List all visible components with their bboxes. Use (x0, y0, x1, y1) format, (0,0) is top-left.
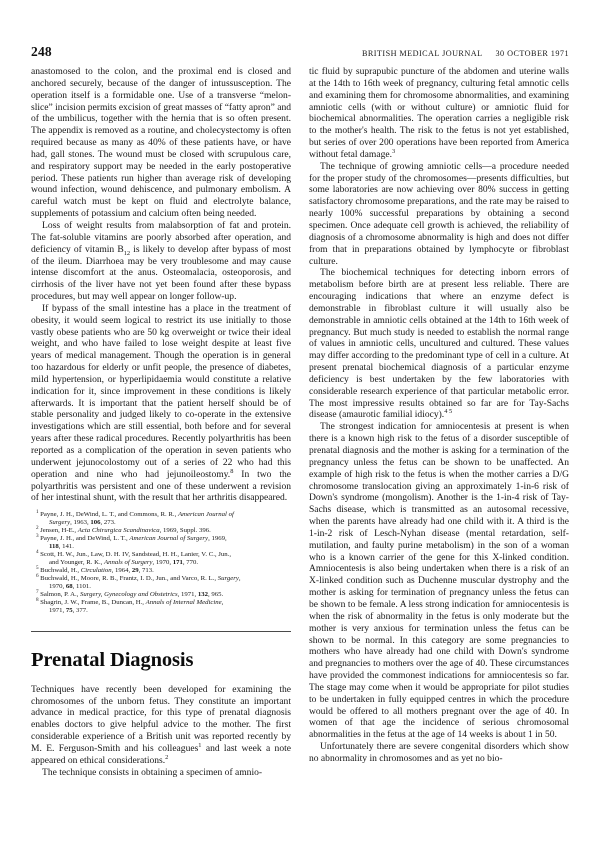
reference-item: $^4$ Scott, H. W., Jun., Law, D. H. IV, Sandstead, H. H., Lanier, V. C., Jun., and Younger, R. K., Annals of Surgery, 1970, 171, 770. (31, 551, 291, 567)
reference-item: $^1$ Payne, J. H., DeWind, L. T., and Commons, R. R., American Journal of Surgery, 1963, 106, 273. (31, 511, 291, 527)
reference-item: $^6$ Buchwald, H., Moore, R. B., Frantz, I. D., Jun., and Varco, R. L., Surgery, 1970, 68, 1101. (31, 575, 291, 591)
reference-journal: Surgery (49, 519, 71, 527)
footnote-marker: 1 (198, 741, 202, 749)
reference-continuation: Surgery, 1963, 106, 273. (49, 519, 116, 527)
reference-journal: Surgery (217, 575, 239, 583)
reference-number: 1 (36, 508, 39, 515)
reference-number: 7 (36, 588, 39, 595)
reference-journal: Annals of Internal Medicine (145, 599, 222, 607)
reference-journal: Annals of Surgery (104, 559, 153, 567)
reference-volume: 75 (65, 607, 73, 615)
reference-number: 6 (36, 572, 39, 579)
right-column (309, 66, 569, 828)
paragraph: The strongest indication for amniocentesis at present is when there is a known high risk to the fetus of a disorder susceptible of prenatal diagnosis and the mother is asking for a termination of the pregnancy unless the fetus can be shown to be unaffected. An example of high risk to the fetus is when the mother carries a D/G chromosome translocation giving an approximately 1-in-6 risk of Down's syndrome (mongolism). Another is the 1-in-4 risk of Tay-Sachs disease, which is transmitted as an autosomal recessive, when the parents have already had one child with it. A third is the 1-in-2 risk of Lesch-Nyhan disease (mental retardation, self-mutilation, and faulty purine metabolism) in the son of a woman who is a known carrier of the gene for this X-linked condition. Amniocentesis is also being undertaken when there is a risk of an X-linked condition such as Duchenne muscular dystrophy and the mother is asking for termination of pregnancy unless the fetus can be shown to be female. A less strong indication for amniocentesis is when the risk of abnormality in the fetus is only moderate but the mother is very anxious for termination unless the fetus can be shown to be normal. In this category are some pregnancies to mothers who have already had one child with Down's syndrome and pregnancies to mothers over the age of 40. These circumstances have provided the commonest indications for amniocentesis so far. The stage may come when it would be appropriate for pilot studies to be undertaken in fully equipped centres in which the procedure would be offered to all mothers pregnant over the age of 40. In women of that age the incidence of serious chromosomal abnormalities in the fetus at the age of 14 weeks is about 1 in 50. (309, 421, 569, 741)
reference-journal: American Journal of Surgery (129, 535, 209, 543)
paragraph: Loss of weight results from malabsorption of fat and protein. The fat-soluble vitamins are poorly absorbed after operation, and deficiency of vitamin $B_{12}$ is likely to develop after bypass of most of the ileum. Diarrhoea may be very troublesome and may cause intense discomfort at the anus. Osteomalacia, osteoporosis, and cirrhosis of the liver have not yet been found after these bypass procedures, but may well appear on longer follow-up. (31, 219, 292, 303)
reference-journal: Surgery, Gynecology and Obstetrics (80, 591, 178, 599)
reference-number: 8 (36, 596, 39, 603)
reference-item: $^8$ Shagrin, J. W., Frame, B., Duncan, H., Annals of Internal Medicine, 1971, 75, 377. (31, 599, 291, 615)
footnote-marker: 8 (230, 467, 234, 475)
journal-title: BRITISH MEDICAL JOURNAL (361, 49, 483, 58)
reference-continuation: 1971, 75, 377. (49, 607, 88, 615)
page-folio: 248 (31, 44, 52, 59)
reference-volume: 171 (172, 559, 183, 567)
reference-volume: 132 (197, 591, 209, 599)
two-column-body (31, 66, 569, 828)
running-head-right (362, 49, 569, 58)
section-divider (31, 631, 291, 632)
reference-number: 2 (36, 524, 39, 531)
footnote-marker: 3 (391, 147, 396, 155)
reference-list (31, 508, 291, 615)
reference-volume: 118 (49, 543, 59, 551)
reference-number: 4 (36, 548, 39, 555)
reference-number: 5 (36, 564, 39, 571)
reference-continuation: 1970, 68, 1101. (49, 583, 91, 591)
reference-continuation: 118, 141. (49, 543, 74, 551)
reference-journal: American Journal of (177, 511, 234, 519)
paragraph: Techniques have recently been developed for examining the chromosomes of the unborn fetus. They constitute an important advance in medical practice, for this type of prenatal diagnosis enables doctors to give helpful advice to the mother. The first considerable experience of a British unit was reported recently by M. E. Ferguson-Smith and his colleagues$^1$ and last week a note appeared on ethical considerations.$^2$ (31, 683, 291, 766)
left-column (31, 66, 291, 828)
footnote-marker: 2 (165, 753, 169, 761)
paragraph: Unfortunately there are severe congenital disorders which show no abnormality in chromosomes and as yet no bio- (309, 741, 569, 764)
paragraph: The technique of growing amniotic cells—a procedure needed for the proper study of the chromosomes—presents difficulties, but some laboratories are now achieving over 80% success in getting satisfactory chromosome preparations, and the rate may be raised to nearly 100% successful preparations by obtaining a second specimen. Once adequate cell growth is achieved, the reliability of diagnosis of a chromosome abnormality is high and does not differ from that in preparations obtained by lymphocyte or fibroblast culture. (309, 160, 569, 267)
paragraph: tic fluid by suprapubic puncture of the abdomen and uterine walls at the 14th to 16th week of pregnancy, culturing fetal amnotic cells and examining them for chromosome abnormalities, and examining amniotic cells (with or without culture) or amniotic fluid for biochemical abnormalities. The operation carries a negligible risk to the mother's health. The risk to the fetus is not yet established, but series of over 200 operations have been reported from America without fetal damage.$^3$ (309, 66, 569, 160)
reference-continuation: and Younger, R. K., Annals of Surgery, 1970, 171, 770. (49, 559, 199, 567)
paragraph: The technique consists in obtaining a specimen of amnio- (42, 766, 263, 778)
article-title: Prenatal Diagnosis (31, 649, 194, 672)
reference-item: $^5$ Buchwald, H., Circulation, 1964, 29, 713. (36, 564, 154, 575)
reference-item: $^2$ Jensen, H-E., Acta Chirurgica Scandinavica, 1969, Suppl. 396. (36, 524, 211, 535)
reference-volume: 106 (90, 519, 101, 527)
reference-journal: Circulation (80, 567, 112, 575)
paragraph: If bypass of the small intestine has a place in the treatment of obesity, it would seem logical to restrict its use initially to those vastly obese patients who are 50 kg overweight or twice their ideal weight, and who have failed to lose weight despite at least five years of medical management. Though the operation is in general too hazardous for elderly or unfit people, the presence of diabetes, mild hypertension, or hyperlipidaemia would constitute a relative indication for it, since improvement in these conditions is likely afterwards. It is important that the patient herself should be of stable personality and judged likely to co-operate in the extensive investigations which are still essential, both before and for several years after these radical procedures. Recently polyarthritis has been reported as a complication of the operation in seven patients who underwent jejunocolostomy out of a series of 22 who had this operation and nine who had jejunoileostomy.$^8$ In two the polyarthritis was persistent and one of these underwent a revision of her intestinal shunt, with the result that her arthritis disappeared. (31, 302, 291, 504)
reference-item: $^7$ Salmon, P. A., Surgery, Gynecology and Obstetrics, 1971, 132, 965. (36, 588, 224, 599)
reference-item: $^3$ Payne, J. H., and DeWind, L. T., American Journal of Surgery, 1969, 118, 141. (31, 535, 291, 551)
issue-date: 30 OCTOBER 1971 (495, 49, 569, 58)
reference-volume: 68 (65, 583, 73, 591)
paragraph: anastomosed to the colon, and the proximal end is closed and anchored securely, because of the danger of intussusception. The operation itself is a formidable one. Use of a transverse “melon-slice” incision permits excision of great masses of “fatty apron” and of the umbilicus, together with the hernia that is so often present. The appendix is removed as a routine, and cholecystectomy is often required because as many as 40% of these patients have, or have had, gall stones. The wound must be closed with scrupulous care, and respiratory support may be needed in the early postoperative period. These patients run higher than average risk of developing wound infection, wound dehiscence, and pulmonary embolism. A careful watch must be kept on fluid and electrolyte balance, supplements of potassium and calcium often being needed. (31, 66, 291, 220)
reference-volume: 29 (131, 567, 139, 575)
reference-number: 3 (36, 532, 39, 539)
footnote-marker: 4 5 (444, 408, 453, 416)
reference-journal: Acta Chirurgica Scandinavica (77, 527, 160, 535)
subscript: 12 (123, 249, 131, 257)
running-head (31, 44, 569, 60)
paragraph: The biochemical techniques for detecting inborn errors of metabolism before birth are at present less reliable. There are encouraging indications that where an enzyme defect is demonstrable in fibroblast culture it will usually also be demonstrable in amniotic cells obtained at the 14th to 16th week of pregnancy. But much study is needed to establish the normal range of values in amniotic cells, uncultured and cultured. These values may differ according to the predominant type of cell in a culture. At present prenatal biochemical diagnosis of a particular enzyme deficiency is best undertaken by the few laboratories with considerable research experience of that particular metabolic error. The most impressive results obtained so far are for Tay-Sachs disease (amaurotic familial idiocy).$^{4 5}$ (309, 267, 569, 421)
